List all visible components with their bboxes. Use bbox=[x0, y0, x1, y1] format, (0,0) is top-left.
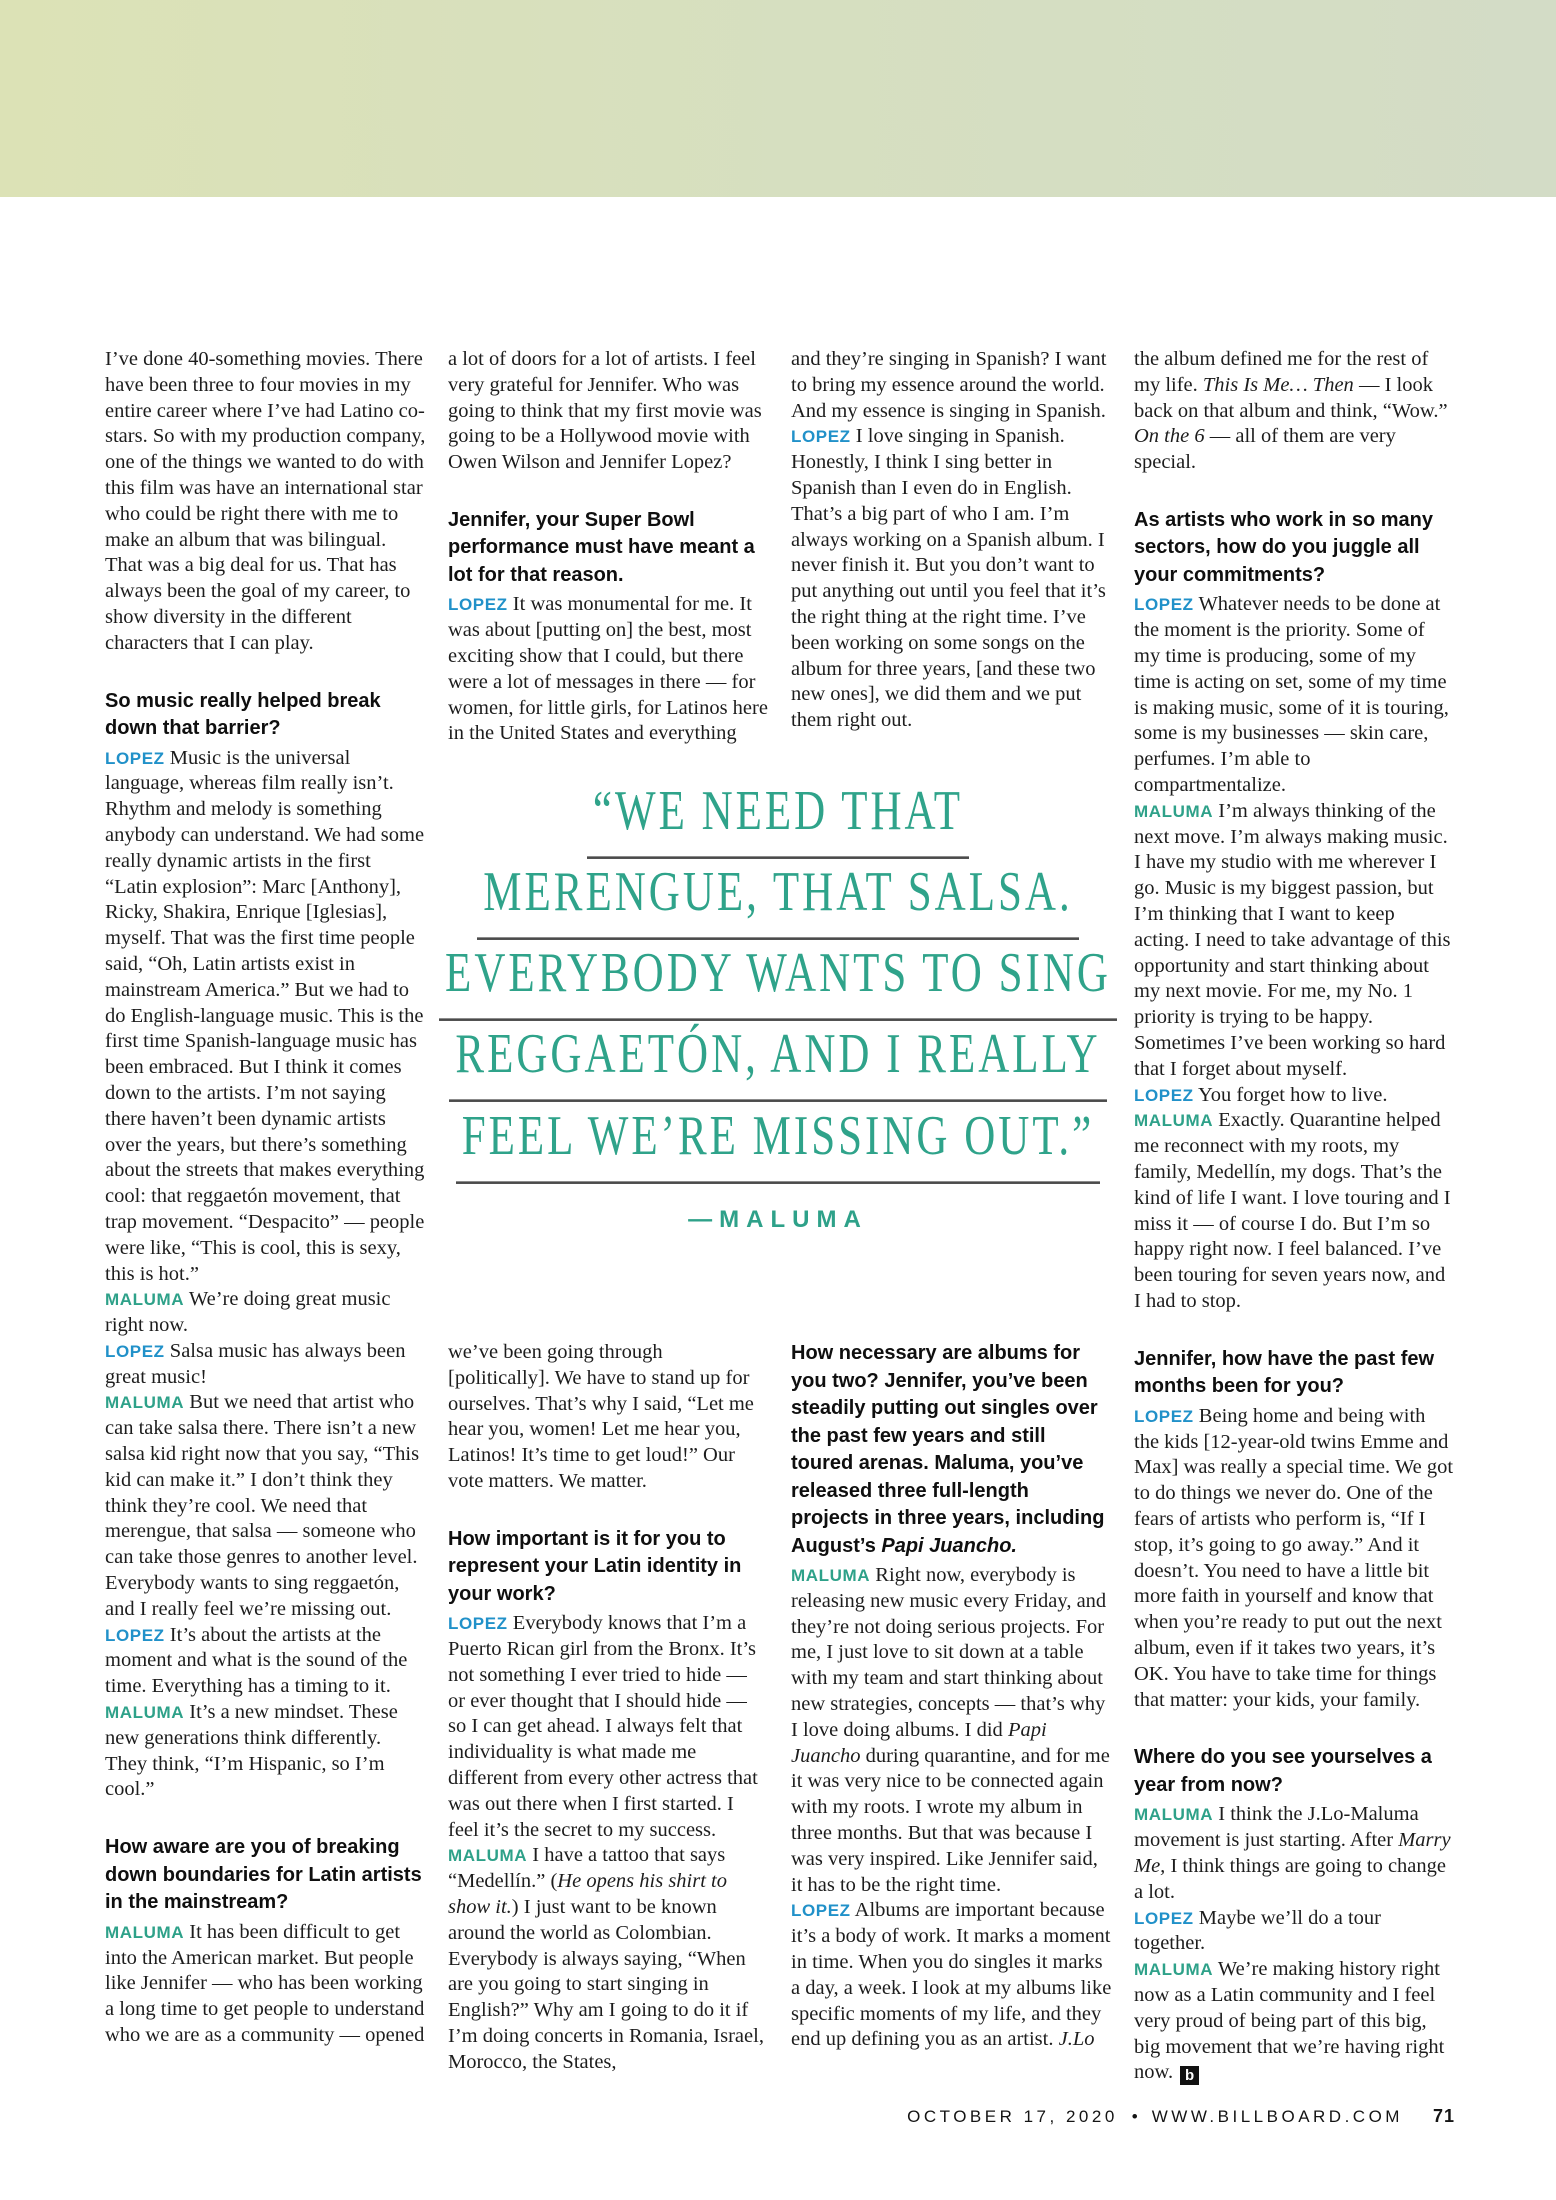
speaker-label-lopez: LOPEZ bbox=[1134, 1085, 1194, 1105]
speaker-label-maluma: MALUMA bbox=[448, 1846, 528, 1866]
pull-quote-line-text: FEEL WE’RE MISSING OUT.” bbox=[456, 1107, 1101, 1184]
footer-separator-dot: • bbox=[1131, 2107, 1138, 2126]
article-paragraph: LOPEZ It was monumental for me. It was about [putting on] the best, most exciting show that I could, but there were a lot of messages in there — for women, for little girls, for Latinos here in the United States and everything bbox=[448, 593, 768, 745]
text-column-2-top bbox=[448, 347, 769, 747]
speaker-label-lopez: LOPEZ bbox=[105, 1341, 165, 1361]
billboard-end-mark-icon: b bbox=[1180, 2066, 1199, 2085]
article-paragraph: I’ve done 40-something movies. There have been three to four movies in my entire career where I’ve had Latino co-stars. So with my production company, one of the things we wanted to do with this film was have an international star who could be right there with me to make an album that was bilingual. That was a big deal for us. That has always been the goal of my career, to show diversity in the different characters that I can play. bbox=[105, 348, 426, 654]
article-paragraph: the album defined me for the rest of my life. This Is Me… Then — I look back on that album and think, “Wow.” On the 6 — all of them are very special. bbox=[1134, 348, 1448, 474]
text-column-2-bottom bbox=[448, 1340, 769, 2076]
footer-date: OCTOBER 17, 2020 bbox=[907, 2107, 1118, 2126]
article-paragraph: LOPEZ Music is the universal language, whereas film really isn’t. Rhythm and melody is something anybody can understand. We had some really dynamic artists in the first “Latin explosion”: Marc [Anthony], Ricky, Shakira, Enrique [Iglesias], myself. That was the first time people said, “Oh, Latin artists exist in mainstream America.” But we had to do English-language music. This is the first time Spanish-language music has been embraced. But I think it comes down to the artists. I’m not saying there haven’t been dynamic artists over the years, but there’s something about the streets that makes everything cool: that reggaetón movement, that trap movement. “Despacito” — people were like, “This is cool, this is sexy, this is hot.” bbox=[105, 746, 425, 1285]
interview-question: How important is it for you to represent your Latin identity in your work? bbox=[448, 1527, 742, 1605]
speaker-label-maluma: MALUMA bbox=[1134, 801, 1214, 821]
speaker-label-maluma: MALUMA bbox=[1134, 1805, 1214, 1825]
speaker-label-maluma: MALUMA bbox=[105, 1922, 185, 1942]
footer-page-number: 71 bbox=[1432, 2106, 1455, 2126]
pull-quote-line bbox=[398, 780, 1158, 859]
pull-quote-line bbox=[398, 862, 1158, 940]
speaker-label-lopez: LOPEZ bbox=[1134, 1908, 1194, 1928]
interview-question: How aware are you of breaking down boundaries for Latin artists in the mainstream? bbox=[105, 1836, 422, 1914]
article-paragraph: MALUMA We’re doing great music right now. bbox=[105, 1288, 391, 1337]
text-column-1 bbox=[105, 347, 426, 2049]
speaker-label-lopez: LOPEZ bbox=[1134, 595, 1194, 615]
article-paragraph: LOPEZ Being home and being with the kids [12-year-old twins Emme and Max] was really a special time. We got to do things we never do. One of the fears of artists who perform is, “If I stop, it’s going to go away.” And it doesn’t. You need to have a little bit more faith in yourself and know that when you’re ready to put out the next album, even if it takes two years, it’s OK. You have to take time for things that matter: your kids, your family. bbox=[1134, 1404, 1454, 1711]
article-paragraph: MALUMA I think the J.Lo-Maluma movement is just starting. After Marry Me, I think things are going to change a lot. bbox=[1134, 1803, 1451, 1903]
pull-quote bbox=[398, 780, 1158, 1234]
article-paragraph: MALUMA Exactly. Quarantine helped me reconnect with my roots, my family, Medellín, my dogs. That’s the kind of life I want. I love touring and I miss it — of course I do. But I’m so happy right now. I feel balanced. I’ve been touring for seven years now, and I had to stop. bbox=[1134, 1109, 1451, 1312]
article-paragraph: MALUMA It has been difficult to get into the American market. But people like Jennifer — who has been working a long time to get people to understand who we are as a community — opened bbox=[105, 1920, 425, 2046]
interview-question: Jennifer, your Super Bowl performance must have meant a lot for that reason. bbox=[448, 508, 755, 586]
speaker-label-maluma: MALUMA bbox=[105, 1393, 185, 1413]
speaker-label-lopez: LOPEZ bbox=[105, 1625, 165, 1645]
article-paragraph: LOPEZ You forget how to live. bbox=[1134, 1083, 1388, 1106]
article-paragraph: LOPEZ It’s about the artists at the moment and what is the sound of the time. Everything has a timing to it. bbox=[105, 1623, 408, 1698]
pull-quote-line-text: MERENGUE, THAT SALSA. bbox=[477, 863, 1078, 940]
article-paragraph: MALUMA Right now, everybody is releasing new music every Friday, and they’re not doing serious projects. For me, I just love to sit down at a table with my team and start thinking about new strategies, concepts — that’s why I love doing albums. I did Papi Juancho during quarantine, and for me it was very nice to be connected again with my roots. I wrote my album in three months. But that was because I was very inspired. Like Jennifer said, it has to be the right time. bbox=[791, 1564, 1110, 1896]
speaker-label-lopez: LOPEZ bbox=[105, 748, 165, 768]
article-paragraph: we’ve been going through [politically]. We have to stand up for ourselves. That’s why I said, “Let me hear you, women! Let me hear you, Latinos! It’s time to get loud!” Our vote matters. We matter. bbox=[448, 1341, 754, 1492]
page-footer bbox=[907, 2106, 1455, 2127]
speaker-label-maluma: MALUMA bbox=[1134, 1960, 1214, 1980]
article-paragraph: LOPEZ Whatever needs to be done at the moment is the priority. Some of my time is producing, some of my time is acting on set, some of my time is making music, some of it is touring, some is my businesses — skin care, perfumes. I’m able to compartmentalize. bbox=[1134, 593, 1449, 797]
interview-question: Where do you see yourselves a year from now? bbox=[1134, 1746, 1432, 1796]
footer-site: WWW.BILLBOARD.COM bbox=[1151, 2107, 1403, 2126]
interview-question: As artists who work in so many sectors, how do you juggle all your commitments? bbox=[1134, 508, 1433, 586]
article-paragraph: LOPEZ I love singing in Spanish. Honestly, I think I sing better in Spanish than I even do in English. That’s a big part of who I am. I’m always working on a Spanish album. I never finish it. But you don’t want to put anything out until you feel that it’s the right thing at the right time. I’ve been working on some songs on the album for three years, [and these two new ones], we did them and we put them right out. bbox=[791, 425, 1106, 732]
article-paragraph: MALUMA We’re making history right now as a Latin community and I feel very proud of being part of this big, big movement that we’re having right now. b bbox=[1134, 1958, 1445, 2085]
interview-question: Jennifer, how have the past few months been for you? bbox=[1134, 1347, 1435, 1398]
speaker-label-lopez: LOPEZ bbox=[448, 595, 508, 615]
article-paragraph: MALUMA But we need that artist who can take salsa there. There isn’t a new salsa kid right now that you say, “This kid can make it.” I don’t think they think they’re cool. We need that merengue, that salsa — someone who can take those genres to another level. Everybody wants to sing reggaetón, and I really feel we’re missing out. bbox=[105, 1391, 420, 1620]
article-paragraph: LOPEZ Everybody knows that I’m a Puerto Rican girl from the Bronx. It’s not something I ever tried to hide — or ever thought that I should hide — so I can get ahead. I always felt that individuality is what made me different from every other actress that was out there when I first started. I feel it’s the secret to my success. bbox=[448, 1612, 758, 1841]
speaker-label-maluma: MALUMA bbox=[105, 1290, 185, 1310]
pull-quote-attribution: —MALUMA bbox=[688, 1205, 868, 1233]
article-paragraph: a lot of doors for a lot of artists. I feel very grateful for Jennifer. Who was going to think that my first movie was going to be a Hollywood movie with Owen Wilson and Jennifer Lopez? bbox=[448, 348, 762, 474]
article-paragraph: MALUMA I’m always thinking of the next move. I’m always making music. I have my studio with me wherever I go. Music is my biggest passion, but I’m thinking that I want to keep acting. I need to take advantage of this opportunity and start thinking about my next movie. For me, my No. 1 priority is trying to be happy. Sometimes I’ve been working so hard that I forget about myself. bbox=[1134, 799, 1451, 1080]
speaker-label-lopez: LOPEZ bbox=[1134, 1406, 1194, 1426]
speaker-label-maluma: MALUMA bbox=[105, 1703, 185, 1723]
pull-quote-lines bbox=[398, 780, 1158, 1184]
article-paragraph: LOPEZ Salsa music has always been great music! bbox=[105, 1339, 406, 1388]
article-paragraph: LOPEZ Maybe we’ll do a tour together. bbox=[1134, 1906, 1381, 1955]
top-color-band bbox=[0, 0, 1556, 197]
interview-question: How necessary are albums for you two? Jennifer, you’ve been steadily putting out singles over the past few years and still toured arenas. Maluma, you’ve released three full-length projects in three years, including August’s Papi Juancho. bbox=[791, 1342, 1105, 1557]
text-column-3-top bbox=[791, 347, 1112, 734]
article-paragraph: and they’re singing in Spanish? I want to bring my essence around the world. And my essence is singing in Spanish. bbox=[791, 348, 1107, 422]
pull-quote-line-text: REGGAETÓN, AND I REALLY bbox=[449, 1026, 1106, 1103]
pull-quote-line-text: “WE NEED THAT bbox=[587, 782, 969, 859]
pull-quote-line bbox=[398, 943, 1158, 1021]
speaker-label-lopez: LOPEZ bbox=[791, 427, 851, 447]
text-column-4 bbox=[1134, 347, 1455, 2086]
pull-quote-line-text: EVERYBODY WANTS TO SING bbox=[439, 945, 1117, 1022]
speaker-label-maluma: MALUMA bbox=[791, 1566, 871, 1585]
interview-question: So music really helped break down that barrier? bbox=[105, 689, 381, 740]
article-paragraph: MALUMA It’s a new mindset. These new generations think differently. They think, “I’m Hispanic, so I’m cool.” bbox=[105, 1701, 398, 1801]
article-paragraph: MALUMA I have a tattoo that says “Medellín.” (He opens his shirt to show it.) I just want to be known around the world as Colombian. Everybody is always saying, “When are you going to start singing in English?” Why am I going to do it if I’m doing concerts in Romania, Israel, Morocco, the States, bbox=[448, 1844, 764, 2073]
speaker-label-maluma: MALUMA bbox=[1134, 1111, 1214, 1131]
speaker-label-lopez: LOPEZ bbox=[448, 1614, 508, 1634]
article-paragraph: LOPEZ Albums are important because it’s a body of work. It marks a moment in time. When you do singles it marks a day, a week. I look at my albums like specific moments of my life, and they end up defining you as an artist. J.Lo bbox=[791, 1899, 1112, 2051]
pull-quote-line bbox=[398, 1024, 1158, 1102]
speaker-label-lopez: LOPEZ bbox=[791, 1901, 851, 1921]
text-column-3-bottom bbox=[791, 1340, 1112, 2053]
pull-quote-line bbox=[398, 1105, 1158, 1184]
